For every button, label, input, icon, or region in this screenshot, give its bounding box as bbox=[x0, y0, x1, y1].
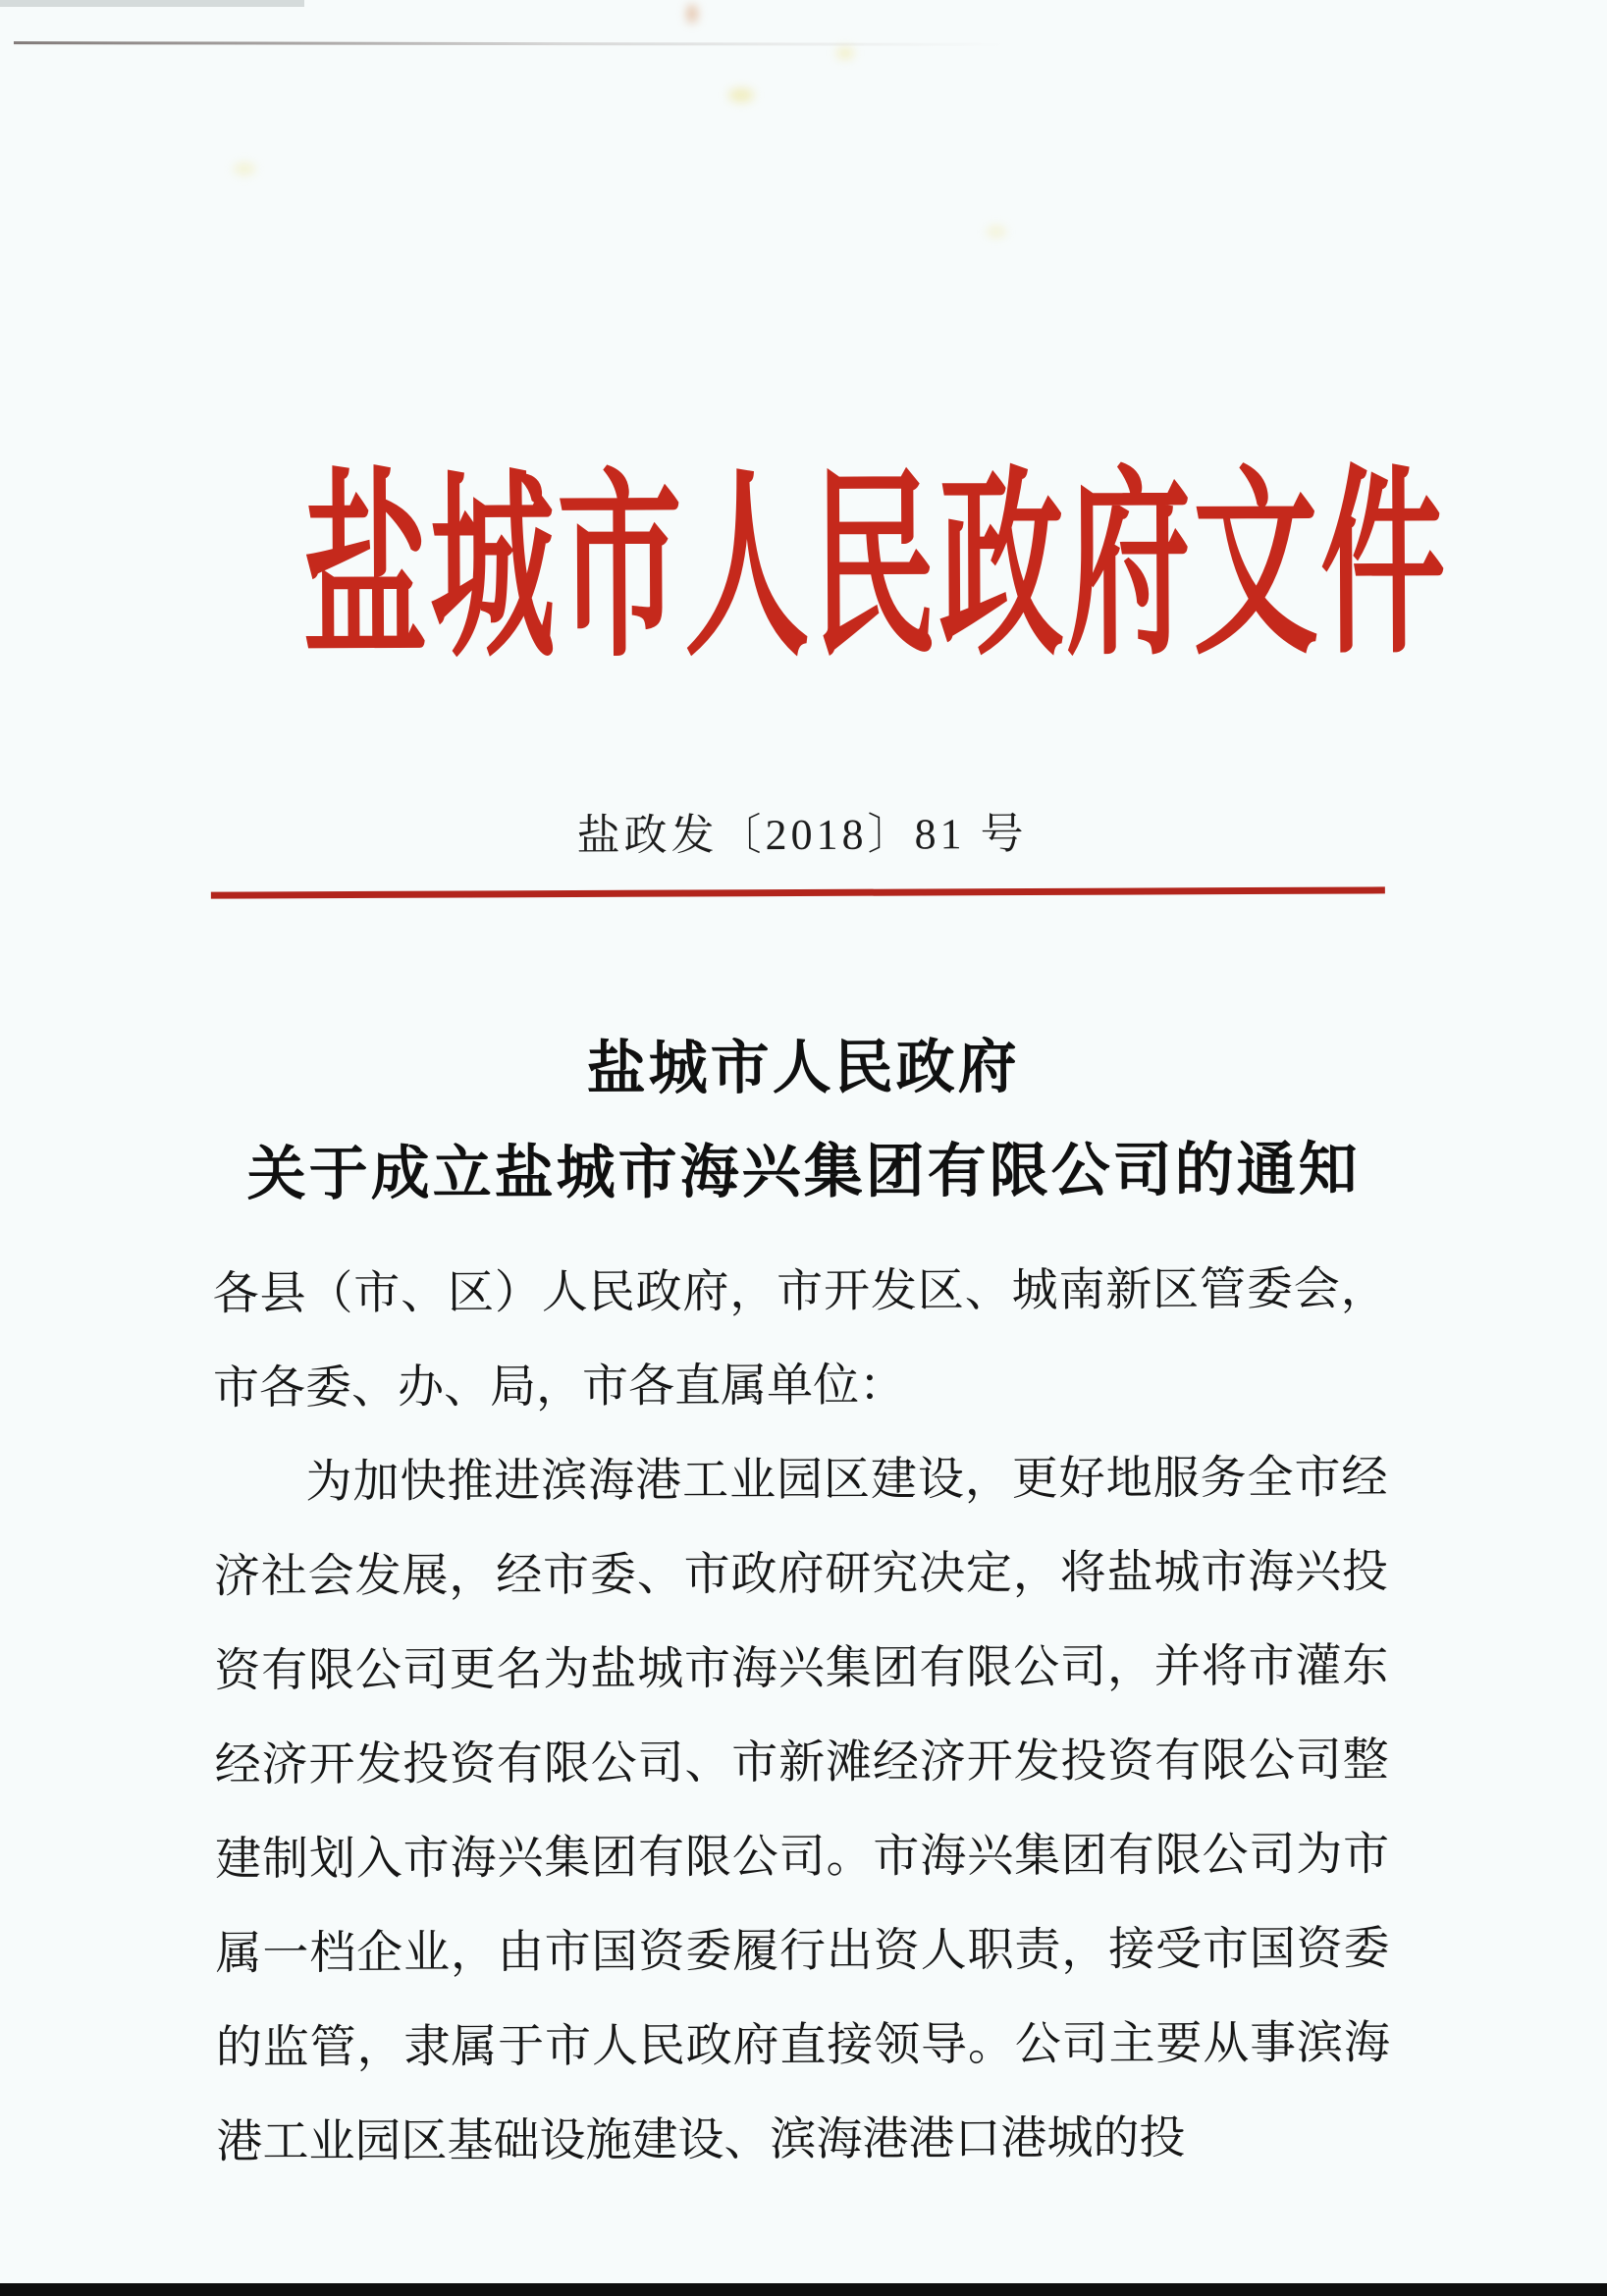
letterhead-separator-line bbox=[211, 886, 1385, 898]
document-number: 盐政发〔2018〕81 号 bbox=[576, 810, 1028, 861]
document-title-subject: 关于成立盐城市海兴集团有限公司的通知 bbox=[246, 1137, 1361, 1207]
salutation-line: 各县（市、区）人民政府，市开发区、城南新区管委会，市各委、办、局，市各直属单位： bbox=[212, 1263, 1387, 1415]
letterhead-banner: 盐城市人民政府文件 bbox=[301, 454, 1449, 683]
scan-bottom-edge bbox=[0, 2283, 1607, 2296]
document-body bbox=[212, 1242, 1390, 2189]
body-paragraph: 为加快推进滨海港工业园区建设，更好地服务全市经济社会发展，经市委、市政府研究决定，将盐城市海兴投资有限公司更名为盐城市海兴集团有限公司，并将市灌东经济开发投资有限公司、市新滩经济开发投资有限公司整建制划入市海兴集团有限公司。市海兴集团有限公司为市属一档企业，由市国资委履行出资人职责，接受市国资委的监管，隶属于市人民政府直接领导。公司主要从事滨海港工业园区基础设施建设、滨海港港口港城的投 bbox=[213, 1452, 1391, 2168]
document-title-issuer: 盐城市人民政府 bbox=[586, 1035, 1020, 1101]
